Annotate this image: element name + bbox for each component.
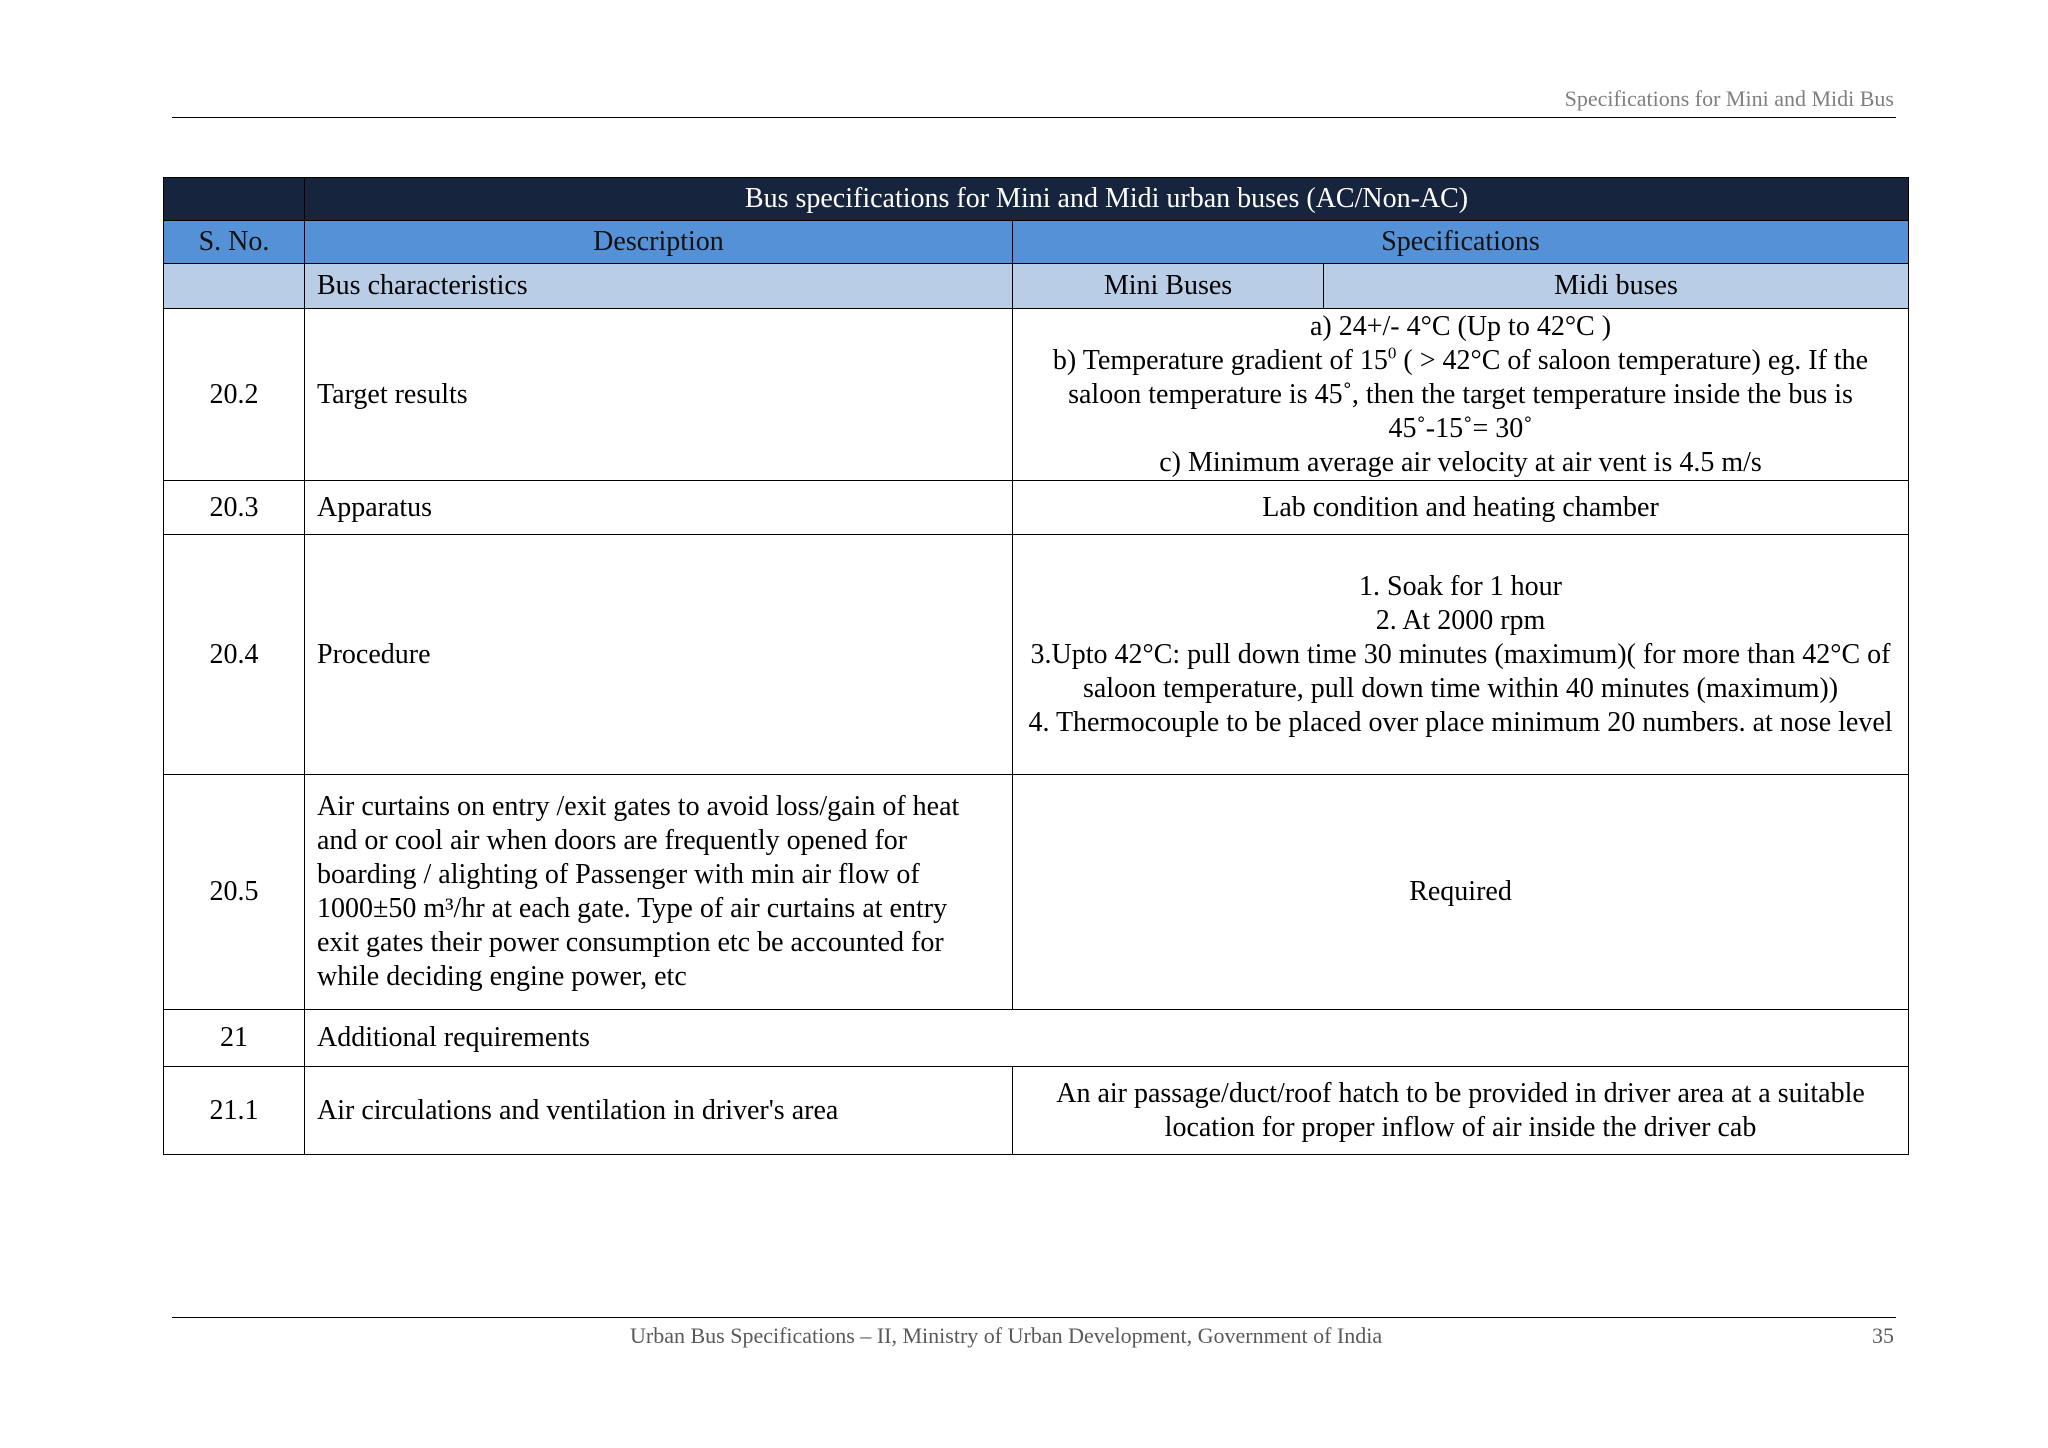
row-specification: Required bbox=[1013, 775, 1909, 1010]
row-description: Air curtains on entry /exit gates to avoid loss/gain of heat and or cool air when doors are frequently opened for boarding / alighting of Passenger with min air flow of 1000±50 m³/hr at each gate. Type of air curtains at entry exit gates their power consumption etc be accounted for while deciding engine power, etc bbox=[305, 775, 1013, 1010]
row-sno: 20.3 bbox=[164, 481, 305, 535]
table-row bbox=[164, 481, 1909, 535]
row-sno: 20.2 bbox=[164, 309, 305, 481]
spec-line-c: c) Minimum average air velocity at air vent is 4.5 m/s bbox=[1159, 446, 1762, 478]
row-specification: An air passage/duct/roof hatch to be provided in driver area at a suitable location for proper inflow of air inside the driver cab bbox=[1013, 1067, 1909, 1155]
spec-line-a: a) 24+/- 4°C (Up to 42°C ) bbox=[1309, 310, 1612, 342]
spec-line-b bbox=[1025, 344, 1896, 446]
sub-header-blank bbox=[164, 264, 305, 309]
spec-line-b-pre: b) Temperature gradient of 15 bbox=[1052, 344, 1388, 376]
footer-rule bbox=[172, 1317, 1896, 1318]
page-number: 35 bbox=[1872, 1323, 1894, 1348]
sub-header-characteristics: Bus characteristics bbox=[305, 264, 1013, 309]
spec-line-b-post: ( > 42°C of saloon temperature) eg. If the saloon temperature is 45˚, then the target temperature inside the bus is 45˚-15˚= 30˚ bbox=[1068, 344, 1869, 444]
col-header-description: Description bbox=[305, 221, 1013, 264]
table-row bbox=[164, 309, 1909, 481]
table-title-row bbox=[164, 178, 1909, 221]
row-sno: 20.5 bbox=[164, 775, 305, 1010]
procedure-step-4: 4. Thermocouple to be placed over place minimum 20 numbers. at nose level bbox=[1028, 706, 1893, 738]
table-row bbox=[164, 1067, 1909, 1155]
table-row bbox=[164, 775, 1909, 1010]
column-header-row bbox=[164, 221, 1909, 264]
row-description: Apparatus bbox=[305, 481, 1013, 535]
title-blank-cell bbox=[164, 178, 305, 221]
row-specification: Lab condition and heating chamber bbox=[1013, 481, 1909, 535]
row-specification bbox=[1013, 309, 1909, 481]
row-description: Target results bbox=[305, 309, 1013, 481]
sub-header-midi: Midi buses bbox=[1324, 264, 1909, 309]
row-specification bbox=[1013, 535, 1909, 775]
col-header-sno: S. No. bbox=[164, 221, 305, 264]
footer-text: Urban Bus Specifications – II, Ministry of Urban Development, Government of India bbox=[630, 1323, 1383, 1348]
row-sno: 21.1 bbox=[164, 1067, 305, 1155]
sub-header-mini: Mini Buses bbox=[1013, 264, 1324, 309]
running-head: Specifications for Mini and Midi Bus bbox=[1564, 86, 1894, 111]
spec-line-b-superscript: 0 bbox=[1387, 343, 1397, 363]
header-rule bbox=[172, 117, 1896, 118]
sub-header-row bbox=[164, 264, 1909, 309]
row-sno: 21 bbox=[164, 1010, 305, 1067]
row-description: Procedure bbox=[305, 535, 1013, 775]
table-row bbox=[164, 1010, 1909, 1067]
table-title: Bus specifications for Mini and Midi urban buses (AC/Non-AC) bbox=[305, 178, 1909, 221]
procedure-step-2: 2. At 2000 rpm bbox=[1375, 604, 1546, 636]
row-description: Additional requirements bbox=[305, 1010, 1909, 1067]
col-header-specifications: Specifications bbox=[1013, 221, 1909, 264]
procedure-step-1: 1. Soak for 1 hour bbox=[1359, 570, 1562, 602]
specifications-table bbox=[163, 177, 1909, 1155]
procedure-step-3: 3.Upto 42°C: pull down time 30 minutes (maximum)( for more than 42°C of saloon temperature, pull down time within 40 minutes (maximum)) bbox=[1030, 638, 1891, 704]
row-description: Air circulations and ventilation in driver's area bbox=[305, 1067, 1013, 1155]
row-sno: 20.4 bbox=[164, 535, 305, 775]
table-row bbox=[164, 535, 1909, 775]
